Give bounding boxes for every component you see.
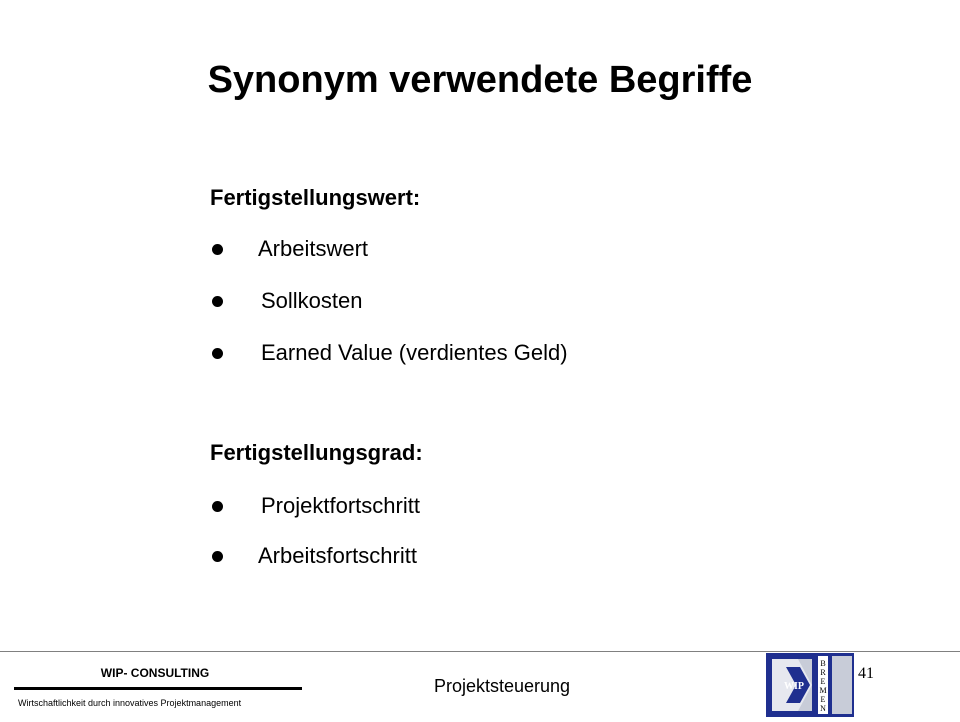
bullet-icon: [212, 296, 223, 307]
bullet-icon: [212, 244, 223, 255]
logo-city-letter: M: [819, 686, 827, 695]
footer-tagline: Wirtschaftlichkeit durch innovatives Projektmanagement: [18, 698, 242, 708]
logo-city-letter: R: [820, 668, 826, 677]
bullet-icon: [212, 348, 223, 359]
group-heading-fertigstellungswert: Fertigstellungswert:: [210, 185, 421, 210]
bullet-icon: [212, 551, 223, 562]
page-number: 41: [858, 665, 874, 682]
footer-company-name: WIP- CONSULTING: [100, 666, 210, 680]
logo-city-letter: E: [820, 695, 826, 704]
logo-city-letters: [819, 659, 826, 713]
list-item-text: Projektfortschritt: [261, 493, 420, 518]
group-heading-fertigstellungsgrad: Fertigstellungsgrad:: [210, 440, 423, 465]
footer-presentation-title: Projektsteuerung: [433, 676, 571, 696]
logo-city-letter: N: [820, 704, 826, 713]
logo-city-letter: E: [820, 677, 826, 686]
logo-city-letter: B: [820, 659, 826, 668]
logo-wip-text: WIP: [784, 681, 804, 692]
list-item-text: Earned Value (verdientes Geld): [261, 340, 568, 365]
list-item-text: Sollkosten: [261, 288, 363, 313]
list-item-text: Arbeitsfortschritt: [258, 543, 417, 568]
list-item-text: Arbeitswert: [258, 236, 369, 261]
wip-bremen-logo: [766, 653, 856, 717]
wip-bremen-logo-graphic: [766, 653, 856, 717]
footer-divider: [0, 651, 960, 652]
slide-title: Synonym verwendete Begriffe: [207, 59, 753, 101]
bullet-icon: [212, 501, 223, 512]
logo-right-panel: [832, 656, 852, 714]
